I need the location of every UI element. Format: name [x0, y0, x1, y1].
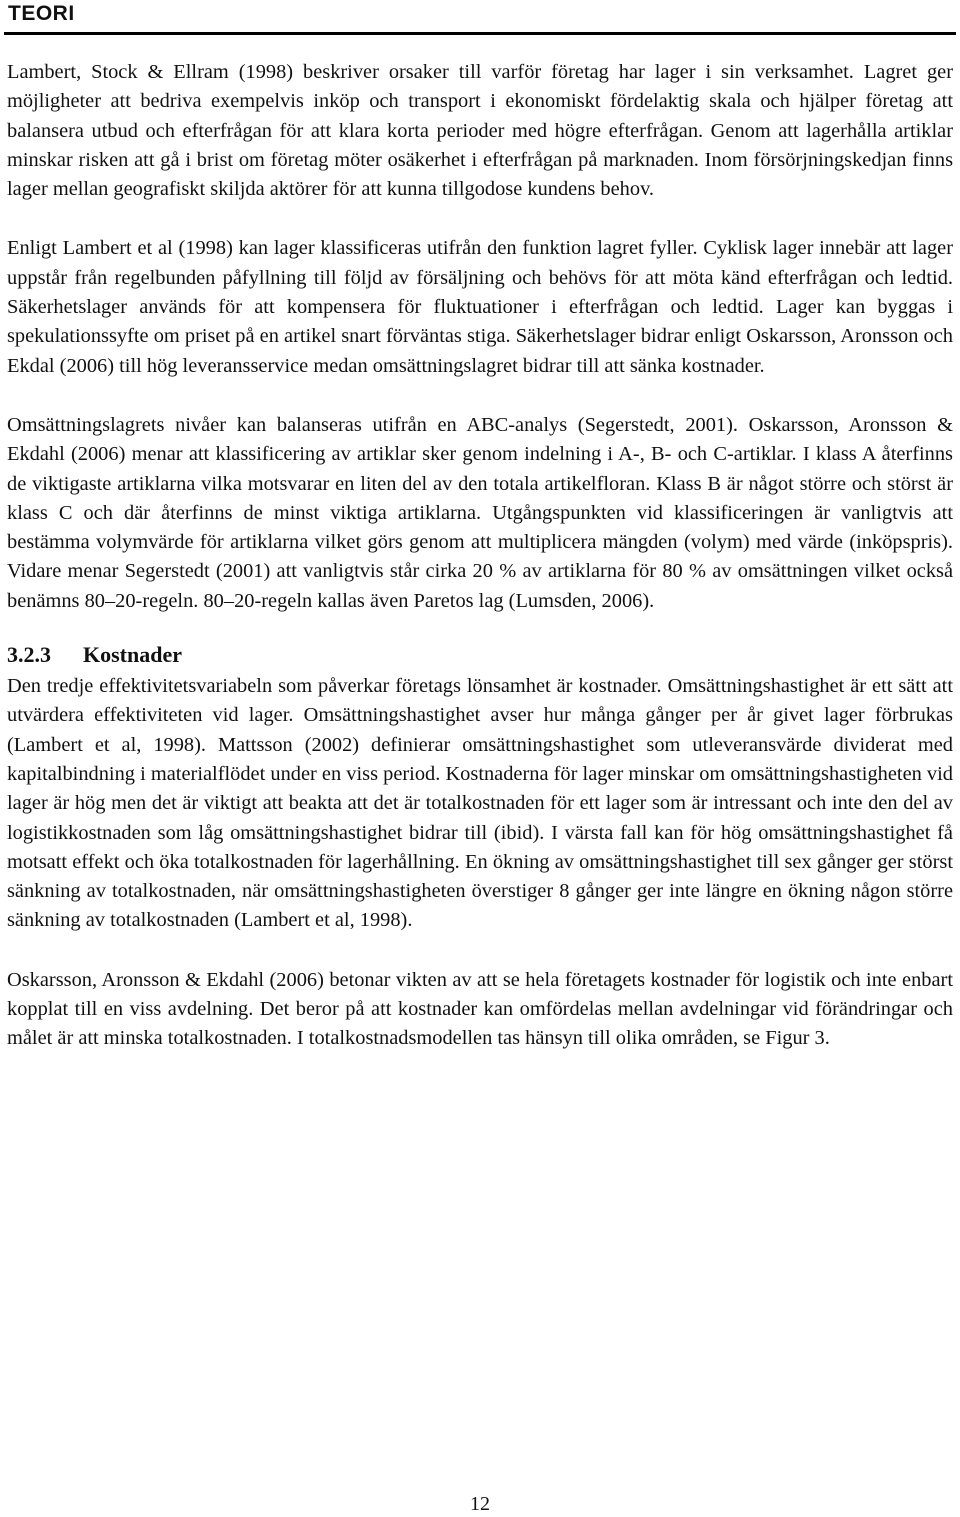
paragraph-abc-analysis: Omsättningslagrets nivåer kan balanseras utifrån en ABC-analys (Segerstedt, 2001). Oskarsson, Aronsson & Ekdahl (2006) menar att klassificering av artiklar sker genom indelning i A-, B- och C-artiklar. I klass A återfinns de viktigaste artiklarna vilka motsvarar en liten del av den totala artikelfloran. Klass B är något större och störst är klass C och där återfinns de minst viktiga artiklarna. Utgångspunkten vid klassificeringen är vanligtvis att bestämma volymvärde för artiklarna vilket görs genom att multiplicera mängden (volym) med värde (inköpspris). Vidare menar Segerstedt (2001) att vanligtvis står cirka 20 % av artiklarna för 80 % av omsättningen vilket också benämns 80–20-regeln. 80–20-regeln kallas även Paretos lag (Lumsden, 2006).: [7, 413, 953, 612]
paragraph-costs: Den tredje effektivitetsvariabeln som påverkar företags lönsamhet är kostnader. Omsättningshastighet är ett sätt att utvärdera effektiviteten vid lager. Omsättningshastighet avser hur många gånger per år givet lager förbrukas (Lambert et al, 1998). Mattsson (2002) definierar omsättningshastighet som utleveransvärde dividerat med kapitalbindning i materialflödet under en viss period. Kostnaderna för lager minskar om omsättningshastigheten vid lager är hög men det är viktigt att beakta att det är totalkostnaden för ett lager som är intressant och inte den del av logistikkostnaden som låg omsättningshastighet bidrar till (ibid). I värsta fall kan för hög omsättningshastighet få motsatt effekt och öka totalkostnaden för lagerhållning. En ökning av omsättningshastighet till sex gånger ger störst sänkning av totalkostnaden, när omsättningshastigheten överstiger 8 gånger ger inte längre en ökning någon större sänkning av totalkostnaden (Lambert et al, 1998).: [7, 675, 953, 932]
section-number: 3.2.3: [7, 642, 51, 668]
paragraph-total-cost: Oskarsson, Aronsson & Ekdahl (2006) betonar vikten av att se hela företagets kostnader för logistik och inte enbart kopplat till en viss avdelning. Det beror på att kostnader kan omfördelas mellan avdelningar vid förändringar och målet är att minska totalkostnaden. I totalkostnadsmodellen tas hänsyn till olika områden, se Figur 3.: [7, 968, 953, 1050]
section-title: Kostnader: [83, 642, 182, 668]
paragraph-reasons-for-inventory: Lambert, Stock & Ellram (1998) beskriver orsaker till varför företag har lager i sin verksamhet. Lagret ger möjligheter att bedriva exempelvis inköp och transport i ekonomiskt fördelaktig skala och hjälper företag att balansera utbud och efterfrågan för att klara korta perioder med högre efterfrågan. Genom att lagerhålla artiklar minskar risken att gå i brist om företag möter osäkerhet i efterfrågan på marknaden. Inom försörjningskedjan finns lager mellan geografiskt skiljda aktörer för att kunna tillgodose kundens behov.: [7, 61, 953, 201]
paragraph-inventory-classification: Enligt Lambert et al (1998) kan lager klassificeras utifrån den funktion lagret fyller. Cyklisk lager innebär att lager uppstår från regelbunden påfyllning till följd av försäljning och behövs för att möta känd efterfrågan och ledtid. Säkerhetslager används för att kompensera för fluktuationer i efterfrågan och ledtid. Lager kan byggas i spekulationssyfte om priset på en artikel snart förväntas stiga. Säkerhetslager bidrar enligt Oskarsson, Aronsson och Ekdal (2006) till hög leveransservice medan omsättningslagret bidrar till att sänka kostnader.: [7, 237, 953, 377]
header-title: TEORI: [8, 2, 75, 25]
page-header: [4, 0, 956, 35]
document-body: [7, 58, 953, 1084]
section-heading: [7, 638, 953, 672]
page-number: 12: [470, 1493, 490, 1515]
